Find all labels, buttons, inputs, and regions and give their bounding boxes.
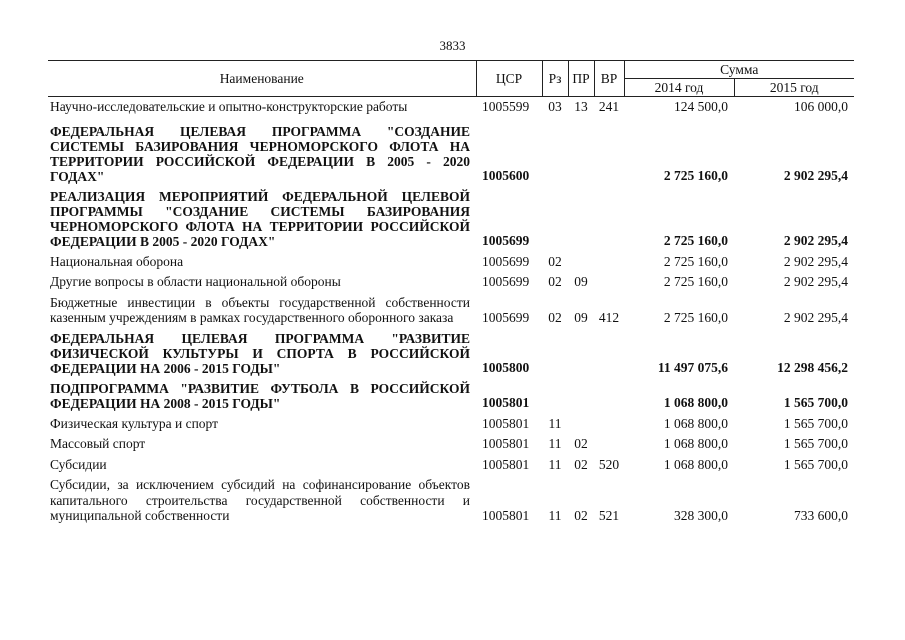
row-2014: 1 068 800,0 <box>663 395 728 410</box>
row-name: Массовый спорт <box>50 436 146 451</box>
table-row <box>48 379 854 414</box>
table-row <box>48 187 854 252</box>
row-vr: 520 <box>598 456 620 472</box>
row-name: Субсидии, за исключением субсидий на софинансирование объектов капитального строительства государственной собственности и муниципальной собственности <box>50 477 470 523</box>
row-csr: 1005699 <box>482 253 530 269</box>
row-name: Бюджетные инвестиции в объекты государственной собственности казенным учреждениям в рамках государственного оборонного заказа <box>50 294 470 325</box>
row-pr <box>568 118 594 187</box>
row-rz: 11 <box>548 508 562 523</box>
page-number: 3833 <box>439 38 466 53</box>
row-name: Субсидии <box>50 456 107 472</box>
row-rz: 02 <box>548 253 562 269</box>
row-name: Физическая культура и спорт <box>50 415 219 431</box>
row-csr: 1005600 <box>482 168 530 183</box>
row-rz: 02 <box>548 310 562 325</box>
row-csr: 1005801 <box>482 456 530 472</box>
row-2014: 2 725 160,0 <box>663 274 728 289</box>
row-csr: 1005599 <box>482 99 530 114</box>
row-vr <box>594 187 624 252</box>
header-pr: ПР <box>568 61 594 97</box>
table-row <box>48 434 854 455</box>
row-vr <box>594 379 624 414</box>
row-csr: 1005801 <box>482 508 530 523</box>
table-row <box>48 475 854 527</box>
row-vr: 521 <box>598 508 620 523</box>
row-rz: 11 <box>548 436 562 451</box>
row-vr <box>594 434 624 455</box>
row-2014: 1 068 800,0 <box>663 456 728 472</box>
row-2015: 106 000,0 <box>794 99 849 114</box>
row-2015: 733 600,0 <box>794 508 849 523</box>
row-2015: 2 902 295,4 <box>783 233 849 248</box>
row-csr: 1005801 <box>482 415 530 431</box>
header-sum: Сумма <box>624 61 854 79</box>
row-vr <box>594 272 624 293</box>
header-vr: ВР <box>594 61 624 97</box>
row-2014: 11 497 075,6 <box>657 360 728 375</box>
row-2015: 1 565 700,0 <box>783 395 849 410</box>
row-2015: 1 565 700,0 <box>783 415 849 431</box>
row-pr <box>568 379 594 414</box>
table-row <box>48 455 854 476</box>
row-2015: 1 565 700,0 <box>783 456 849 472</box>
row-pr: 02 <box>574 436 588 451</box>
table-row <box>48 97 854 118</box>
table-row <box>48 252 854 273</box>
row-rz: 11 <box>548 456 562 472</box>
row-2014: 2 725 160,0 <box>663 310 728 325</box>
row-2015: 2 902 295,4 <box>783 310 849 325</box>
table-row <box>48 272 854 293</box>
row-2015: 12 298 456,2 <box>777 360 849 375</box>
row-csr: 1005801 <box>482 395 530 410</box>
row-pr: 02 <box>574 456 588 472</box>
row-2014: 1 068 800,0 <box>663 436 728 451</box>
row-pr: 13 <box>574 99 588 114</box>
row-2015: 2 902 295,4 <box>783 274 849 289</box>
row-2014: 2 725 160,0 <box>663 168 728 183</box>
header-2015: 2015 год <box>734 79 854 97</box>
row-name: Научно-исследовательские и опытно-конструкторские работы <box>50 99 408 114</box>
header-name: Наименование <box>48 61 476 97</box>
header-row <box>48 61 854 79</box>
row-2015: 2 902 295,4 <box>783 168 849 183</box>
table-row <box>48 414 854 435</box>
row-pr <box>568 414 594 435</box>
row-csr: 1005699 <box>482 310 530 325</box>
row-pr <box>568 329 594 379</box>
row-csr: 1005801 <box>482 436 530 451</box>
row-vr: 241 <box>598 99 620 114</box>
row-2015: 2 902 295,4 <box>783 253 849 269</box>
row-rz <box>542 187 568 252</box>
row-pr: 09 <box>574 310 588 325</box>
row-csr: 1005699 <box>482 233 530 248</box>
row-rz <box>542 118 568 187</box>
table-row <box>48 329 854 379</box>
table-row <box>48 293 854 329</box>
row-vr <box>594 414 624 435</box>
table-row <box>48 118 854 187</box>
header-2014: 2014 год <box>624 79 734 97</box>
row-rz <box>542 329 568 379</box>
row-name: Национальная оборона <box>50 253 184 269</box>
row-vr <box>594 329 624 379</box>
row-2014: 2 725 160,0 <box>663 233 728 248</box>
budget-table <box>48 60 854 527</box>
row-csr: 1005800 <box>482 360 530 375</box>
row-name: РЕАЛИЗАЦИЯ МЕРОПРИЯТИЙ ФЕДЕРАЛЬНОЙ ЦЕЛЕВОЙ ПРОГРАММЫ "СОЗДАНИЕ СИСТЕМЫ БАЗИРОВАНИЯ ЧЕРНОМОРСКОГО ФЛОТА НА ТЕРРИТОРИИ РОССИЙСКОЙ ФЕДЕРАЦИИ В 2005 - 2020 ГОДАХ" <box>50 188 470 249</box>
row-pr <box>568 252 594 273</box>
row-pr: 02 <box>574 508 588 523</box>
row-csr: 1005699 <box>482 274 530 289</box>
row-name: Другие вопросы в области национальной обороны <box>50 274 341 289</box>
row-name: ФЕДЕРАЛЬНАЯ ЦЕЛЕВАЯ ПРОГРАММА "РАЗВИТИЕ ФИЗИЧЕСКОЙ КУЛЬТУРЫ И СПОРТА В РОССИЙСКОЙ ФЕДЕРАЦИИ НА 2006 - 2015 ГОДЫ" <box>50 330 470 376</box>
header-rz: Рз <box>542 61 568 97</box>
row-name: ФЕДЕРАЛЬНАЯ ЦЕЛЕВАЯ ПРОГРАММА "СОЗДАНИЕ СИСТЕМЫ БАЗИРОВАНИЯ ЧЕРНОМОРСКОГО ФЛОТА НА ТЕРРИТОРИИ РОССИЙСКОЙ ФЕДЕРАЦИИ В 2005 - 2020 ГОДАХ" <box>50 123 470 184</box>
row-rz: 11 <box>548 415 562 431</box>
row-pr <box>568 187 594 252</box>
row-2014: 328 300,0 <box>674 508 728 523</box>
row-vr <box>594 118 624 187</box>
row-rz: 02 <box>548 274 562 289</box>
row-pr: 09 <box>574 274 588 289</box>
row-rz <box>542 379 568 414</box>
row-2014: 124 500,0 <box>674 99 728 114</box>
row-2014: 2 725 160,0 <box>663 253 728 269</box>
row-rz: 03 <box>548 99 562 114</box>
header-csr: ЦСР <box>476 61 542 97</box>
row-2015: 1 565 700,0 <box>783 436 849 451</box>
row-name: ПОДПРОГРАММА "РАЗВИТИЕ ФУТБОЛА В РОССИЙСКОЙ ФЕДЕРАЦИИ НА 2008 - 2015 ГОДЫ" <box>50 380 470 411</box>
row-2014: 1 068 800,0 <box>663 415 728 431</box>
row-vr: 412 <box>598 310 620 325</box>
row-vr <box>594 252 624 273</box>
